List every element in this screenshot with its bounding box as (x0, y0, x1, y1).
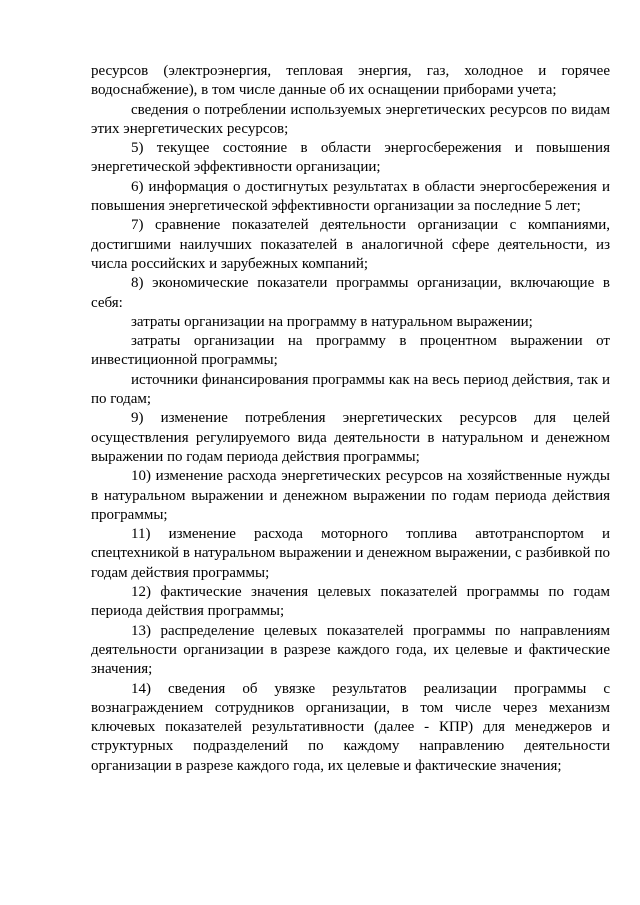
paragraph-item-10: 10) изменение расхода энергетических ресурсов на хозяйственные нужды в натуральном выражении и денежном выражении по годам периода действия программы; (91, 468, 610, 523)
paragraph-item-8-costs-percent: затраты организации на программу в процентном выражении от инвестиционной программы; (91, 333, 610, 369)
paragraph-item-13: 13) распределение целевых показателей программы по направлениям деятельности организации в разрезе каждого года, их целевые и фактические значения; (91, 622, 610, 678)
paragraph-item-7: 7) сравнение показателей деятельности организации с компаниями, достигшими наилучших показателей в аналогичной сфере деятельности, из числа российских и зарубежных компаний; (91, 217, 610, 272)
paragraph-item-12: 12) фактические значения целевых показателей программы по годам периода действия программы; (91, 584, 610, 620)
paragraph-consumption-info: сведения о потреблении используемых энергетических ресурсов по видам этих энергетических ресурсов; (91, 101, 610, 137)
paragraph-item-11: 11) изменение расхода моторного топлива автотранспортом и спецтехникой в натуральном выражении и денежном выражении, с разбивкой по годам действия программы; (91, 526, 610, 581)
paragraph-item-5: 5) текущее состояние в области энергосбережения и повышения энергетической эффективности организации; (91, 140, 610, 176)
paragraph-item-8-funding-sources: источники финансирования программы как на весь период действия, так и по годам; (91, 371, 610, 408)
paragraph-item-6: 6) информация о достигнутых результатах в области энергосбережения и повышения энергетической эффективности организации за последние 5 лет; (91, 178, 610, 215)
paragraph-item-14: 14) сведения об увязке результатов реализации программы с вознаграждением сотрудников организации, в том числе через механизм ключевых показателей результативности (далее - КПР) для менеджеров и структурных подразделений по каждому направлению деятельности организации в разрезе каждого года, их целевые и фактические значения; (91, 680, 610, 774)
document-page (91, 62, 610, 776)
paragraph-resources-continued: ресурсов (электроэнергия, тепловая энергия, газ, холодное и горячее водоснабжение), в том числе данные об их оснащении приборами учета; (91, 63, 610, 99)
paragraph-item-9: 9) изменение потребления энергетических ресурсов для целей осуществления регулируемого вида деятельности в натуральном и денежном выражении по годам периода действия программы; (91, 410, 610, 465)
paragraph-item-8-costs-natural: затраты организации на программу в натуральном выражении; (131, 313, 533, 330)
paragraph-item-8: 8) экономические показатели программы организации, включающие в себя: (91, 275, 610, 311)
